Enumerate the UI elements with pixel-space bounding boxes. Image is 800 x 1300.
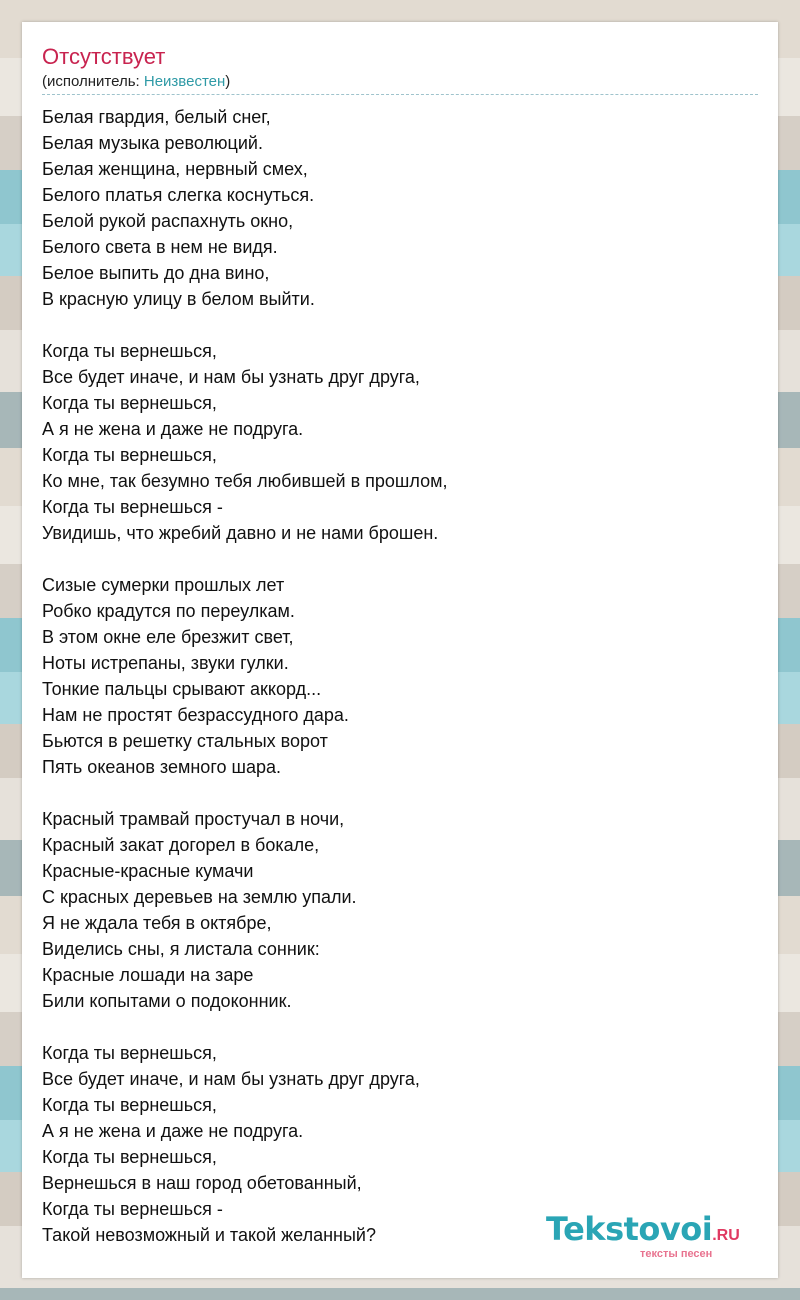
artist-suffix: ) [225, 73, 231, 90]
logo-tld: .RU [712, 1227, 740, 1244]
logo-tagline: тексты песен [640, 1248, 713, 1260]
artist-link[interactable]: Неизвестен [143, 73, 226, 90]
song-title: Отсутствует [42, 44, 166, 69]
logo-name: Tekstovoi [546, 1210, 713, 1248]
lyrics-text: Белая гвардия, белый снег, Белая музыка революций. Белая женщина, нервный смех, Белого платья слегка коснуться. Белой рукой распахнуть окно, Белого света в нем не видя. Белое выпить до дна вино, В красную улицу в белом выйти. Когда ты вернешься, Все будет иначе, и нам бы узнать друг друга, Когда ты вернешься, А я не жена и даже не подруга. Когда ты вернешься, Ко мне, так безумно тебя любившей в прошлом, Когда ты вернешься - Увидишь, что жребий давно и не нами брошен. Сизые сумерки прошлых лет Робко крадутся по переулкам. В этом окне еле брезжит свет, Ноты истрепаны, звуки гулки. Тонкие пальцы срывают аккорд... Нам не простят безрассудного дара. Бьются в решетку стальных ворот Пять океанов земного шара. Красный трамвай простучал в ночи, Красный закат догорел в бокале, Красные-красные кумачи С красных деревьев на землю упали. Я не ждала тебя в октябре, Виделись сны, я листала сонник: Красные лошади на заре Били копытами о подоконник. Когда ты вернешься, Все будет иначе, и нам бы узнать друг друга, Когда ты вернешься, А я не жена и даже не подруга. Когда ты вернешься, Вернешься в наш город обетованный, Когда ты вернешься - Такой невозможный и такой желанный? [42, 107, 448, 1245]
artist-line [42, 72, 758, 95]
site-logo[interactable] [546, 1210, 740, 1260]
artist-prefix: (исполнитель: [42, 73, 144, 90]
lyrics-card [22, 22, 778, 1278]
